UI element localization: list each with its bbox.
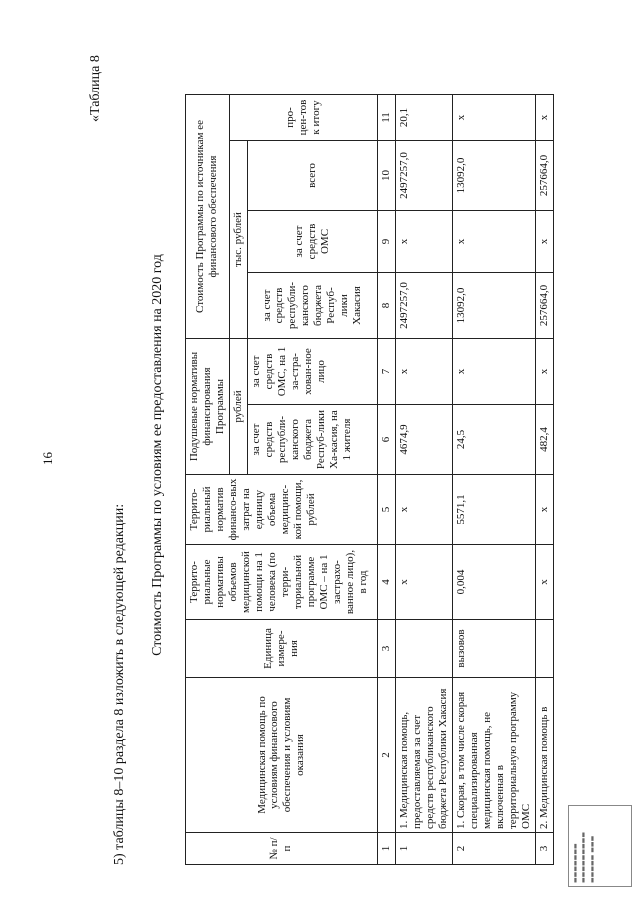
col-number: 7: [377, 339, 395, 405]
row-pc-oms: х: [452, 339, 535, 405]
row-num: 2: [452, 833, 535, 865]
table-row: [452, 95, 535, 865]
row-volume: х: [535, 545, 553, 620]
header-num: № п/п: [186, 833, 378, 865]
header-medical-care: Медицинская помощь по условиям финансового обеспечения и условиям оказания: [186, 678, 378, 833]
header-unit: Единица измере-ния: [186, 620, 378, 678]
row-cost-budget: 257664,0: [535, 273, 553, 339]
header-percent: про-цен-тов к итогу: [229, 95, 377, 141]
row-pc-budget: 24,5: [452, 405, 535, 475]
header-cost-oms: за счет средств ОМС: [247, 211, 377, 273]
row-percent: х: [452, 95, 535, 141]
stamp-illegible-text: ▬▬▬▬▬▬▬ ▬▬▬▬▬▬▬▬▬ ▬▬▬▬▬ ▬▬▬: [572, 831, 596, 883]
col-number: 4: [377, 545, 395, 620]
header-cost-norm: Террито-риальный норматив финансо-вых затрат на единицу объема медицинс-кой помощи, рублей: [186, 475, 378, 545]
col-number: 9: [377, 211, 395, 273]
row-cost: х: [395, 475, 452, 545]
col-number: 6: [377, 405, 395, 475]
table-row: [395, 95, 452, 865]
row-pc-budget: 4674,9: [395, 405, 452, 475]
program-cost-table: [185, 94, 554, 865]
header-program-cost: Стоимость Программы по источникам ее финансового обеспечения: [186, 95, 230, 339]
row-num: 3: [535, 833, 553, 865]
header-rubles: рублей: [229, 339, 247, 475]
header-cost-total: всего: [247, 141, 377, 211]
row-percent: 20,1: [395, 95, 452, 141]
intro-text: 5) таблицы 8–10 раздела 8 изложить в следующей редакции:: [112, 503, 127, 865]
col-number: 2: [377, 678, 395, 833]
row-name: 1. Медицинская помощь, предоставляемая за счет средств республиканского бюджета Республики Хакасия: [395, 678, 452, 833]
header-per-capita-oms: за счет средств ОМС, на 1 за-стра-хован-ное лицо: [247, 339, 377, 405]
table-title: Стоимость Программы по условиям ее предоставления на 2020 год: [150, 254, 165, 656]
registration-stamp: [568, 805, 632, 887]
col-number: 5: [377, 475, 395, 545]
col-number: 8: [377, 273, 395, 339]
row-cost-budget: 2497257,0: [395, 273, 452, 339]
col-number: 3: [377, 620, 395, 678]
row-percent: х: [535, 95, 553, 141]
header-thousand-rubles: тыс. рублей: [229, 141, 247, 339]
row-cost-total: 2497257,0: [395, 141, 452, 211]
row-unit: [395, 620, 452, 678]
row-cost-total: 13092,0: [452, 141, 535, 211]
row-pc-oms: х: [535, 339, 553, 405]
header-cost-budget: за счет средств республи-канского бюджета Респуб-лики Хакасия: [247, 273, 377, 339]
page-number: 16: [40, 452, 55, 465]
row-pc-budget: 482,4: [535, 405, 553, 475]
row-cost-total: 257664,0: [535, 141, 553, 211]
header-volume-norm: Террито-риальные нормативы объемов медицинской помощи на 1 человека (по терри-ториальной программе ОМС – на 1 застрахо-ванное лицо), в год: [186, 545, 378, 620]
row-volume: х: [395, 545, 452, 620]
row-name: 1. Скорая, в том числе скорая специализированная медицинская помощь, не включенная в территориальную программу ОМС: [452, 678, 535, 833]
row-cost-budget: 13092,0: [452, 273, 535, 339]
row-cost: х: [535, 475, 553, 545]
row-volume: 0,004: [452, 545, 535, 620]
row-unit: вызовов: [452, 620, 535, 678]
row-unit: [535, 620, 553, 678]
col-number: 11: [377, 95, 395, 141]
header-row-1: [186, 95, 230, 865]
header-per-capita-budget: за счет средств республи-канского бюджета Респуб-лики Ха-касия, на 1 жителя: [247, 405, 377, 475]
row-cost: 5571,1: [452, 475, 535, 545]
col-number: 10: [377, 141, 395, 211]
col-number: 1: [377, 833, 395, 865]
row-pc-oms: х: [395, 339, 452, 405]
table-label: «Таблица 8: [88, 55, 103, 122]
row-cost-oms: х: [535, 211, 553, 273]
header-per-capita: Подушевые нормативы финансирования Программы: [186, 339, 230, 475]
row-num: 1: [395, 833, 452, 865]
column-number-row: [377, 95, 395, 865]
table-row: [535, 95, 553, 865]
row-cost-oms: х: [395, 211, 452, 273]
row-cost-oms: х: [452, 211, 535, 273]
row-name: 2. Медицинская помощь в: [535, 678, 553, 833]
